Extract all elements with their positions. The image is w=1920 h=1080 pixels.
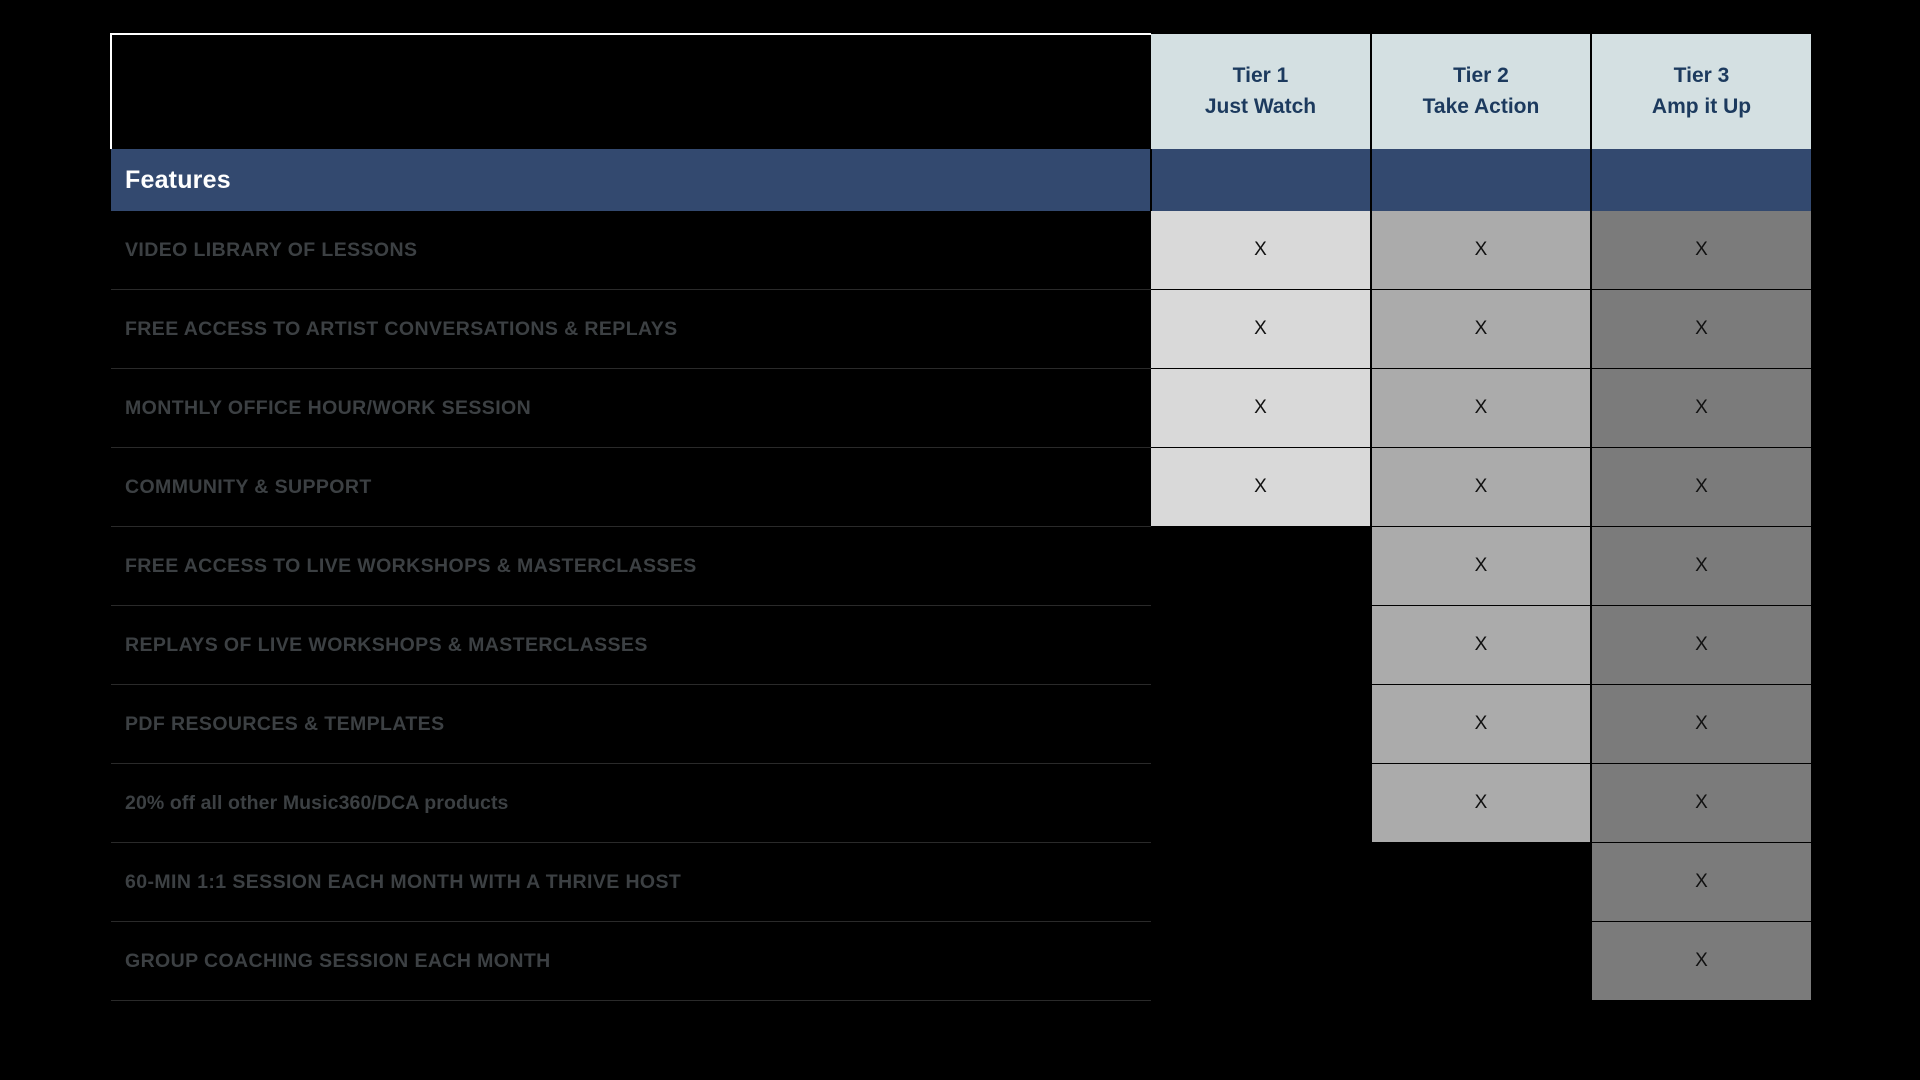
cell-tier-2: X: [1371, 448, 1591, 527]
cell-tier-3: X: [1591, 448, 1811, 527]
cell-tier-1: [1151, 606, 1371, 685]
tier-3-name: Tier 3: [1673, 64, 1730, 88]
header-blank-cell: [111, 34, 1151, 149]
table-row: [111, 764, 1811, 843]
feature-label: VIDEO LIBRARY OF LESSONS: [111, 211, 1151, 290]
tier-3-subtitle: Amp it Up: [1651, 94, 1752, 118]
features-section-tier-3-cell: [1591, 149, 1811, 211]
cell-tier-1: [1151, 922, 1371, 1001]
tier-2-subtitle: Take Action: [1422, 94, 1540, 118]
cell-tier-2: X: [1371, 290, 1591, 369]
cell-tier-3: X: [1591, 606, 1811, 685]
cell-tier-1: X: [1151, 448, 1371, 527]
cell-tier-3: X: [1591, 527, 1811, 606]
features-section-tier-1-cell: [1151, 149, 1371, 211]
feature-label: 20% off all other Music360/DCA products: [111, 764, 1151, 843]
cell-tier-2: [1371, 843, 1591, 922]
cell-tier-2: X: [1371, 527, 1591, 606]
cell-tier-3: X: [1591, 685, 1811, 764]
column-header-tier-3: [1591, 34, 1811, 149]
table-row: [111, 211, 1811, 290]
tier-1-subtitle: Just Watch: [1204, 94, 1317, 118]
feature-label: PDF RESOURCES & TEMPLATES: [111, 685, 1151, 764]
feature-label: FREE ACCESS TO LIVE WORKSHOPS & MASTERCLASSES: [111, 527, 1151, 606]
cell-tier-3: X: [1591, 290, 1811, 369]
cell-tier-1: X: [1151, 211, 1371, 290]
column-header-tier-2: [1371, 34, 1591, 149]
cell-tier-1: [1151, 843, 1371, 922]
cell-tier-2: X: [1371, 764, 1591, 843]
table-row: [111, 606, 1811, 685]
cell-tier-2: X: [1371, 685, 1591, 764]
features-section-label: Features: [111, 149, 1151, 211]
cell-tier-2: [1371, 922, 1591, 1001]
pricing-table-wrapper: [110, 33, 1810, 1001]
table-row: [111, 685, 1811, 764]
tier-2-name: Tier 2: [1453, 64, 1509, 88]
cell-tier-3: X: [1591, 764, 1811, 843]
table-row: [111, 290, 1811, 369]
table-row: [111, 843, 1811, 922]
cell-tier-3: X: [1591, 369, 1811, 448]
feature-label: FREE ACCESS TO ARTIST CONVERSATIONS & REPLAYS: [111, 290, 1151, 369]
table-row: [111, 369, 1811, 448]
cell-tier-3: X: [1591, 211, 1811, 290]
cell-tier-1: X: [1151, 290, 1371, 369]
feature-label: GROUP COACHING SESSION EACH MONTH: [111, 922, 1151, 1001]
cell-tier-1: [1151, 527, 1371, 606]
feature-label: COMMUNITY & SUPPORT: [111, 448, 1151, 527]
tier-comparison-table: [110, 33, 1811, 1001]
tier-1-name: Tier 1: [1232, 64, 1289, 88]
table-row: [111, 527, 1811, 606]
feature-label: REPLAYS OF LIVE WORKSHOPS & MASTERCLASSES: [111, 606, 1151, 685]
features-section-row: [111, 149, 1811, 211]
cell-tier-1: X: [1151, 369, 1371, 448]
cell-tier-2: X: [1371, 211, 1591, 290]
cell-tier-2: X: [1371, 606, 1591, 685]
cell-tier-3: X: [1591, 843, 1811, 922]
features-section-tier-2-cell: [1371, 149, 1591, 211]
column-header-tier-1: [1151, 34, 1371, 149]
cell-tier-3: X: [1591, 922, 1811, 1001]
cell-tier-2: X: [1371, 369, 1591, 448]
cell-tier-1: [1151, 685, 1371, 764]
table-header-row: [111, 34, 1811, 149]
feature-label: 60-MIN 1:1 SESSION EACH MONTH WITH A THRIVE HOST: [111, 843, 1151, 922]
feature-label: MONTHLY OFFICE HOUR/WORK SESSION: [111, 369, 1151, 448]
cell-tier-1: [1151, 764, 1371, 843]
table-row: [111, 922, 1811, 1001]
table-row: [111, 448, 1811, 527]
